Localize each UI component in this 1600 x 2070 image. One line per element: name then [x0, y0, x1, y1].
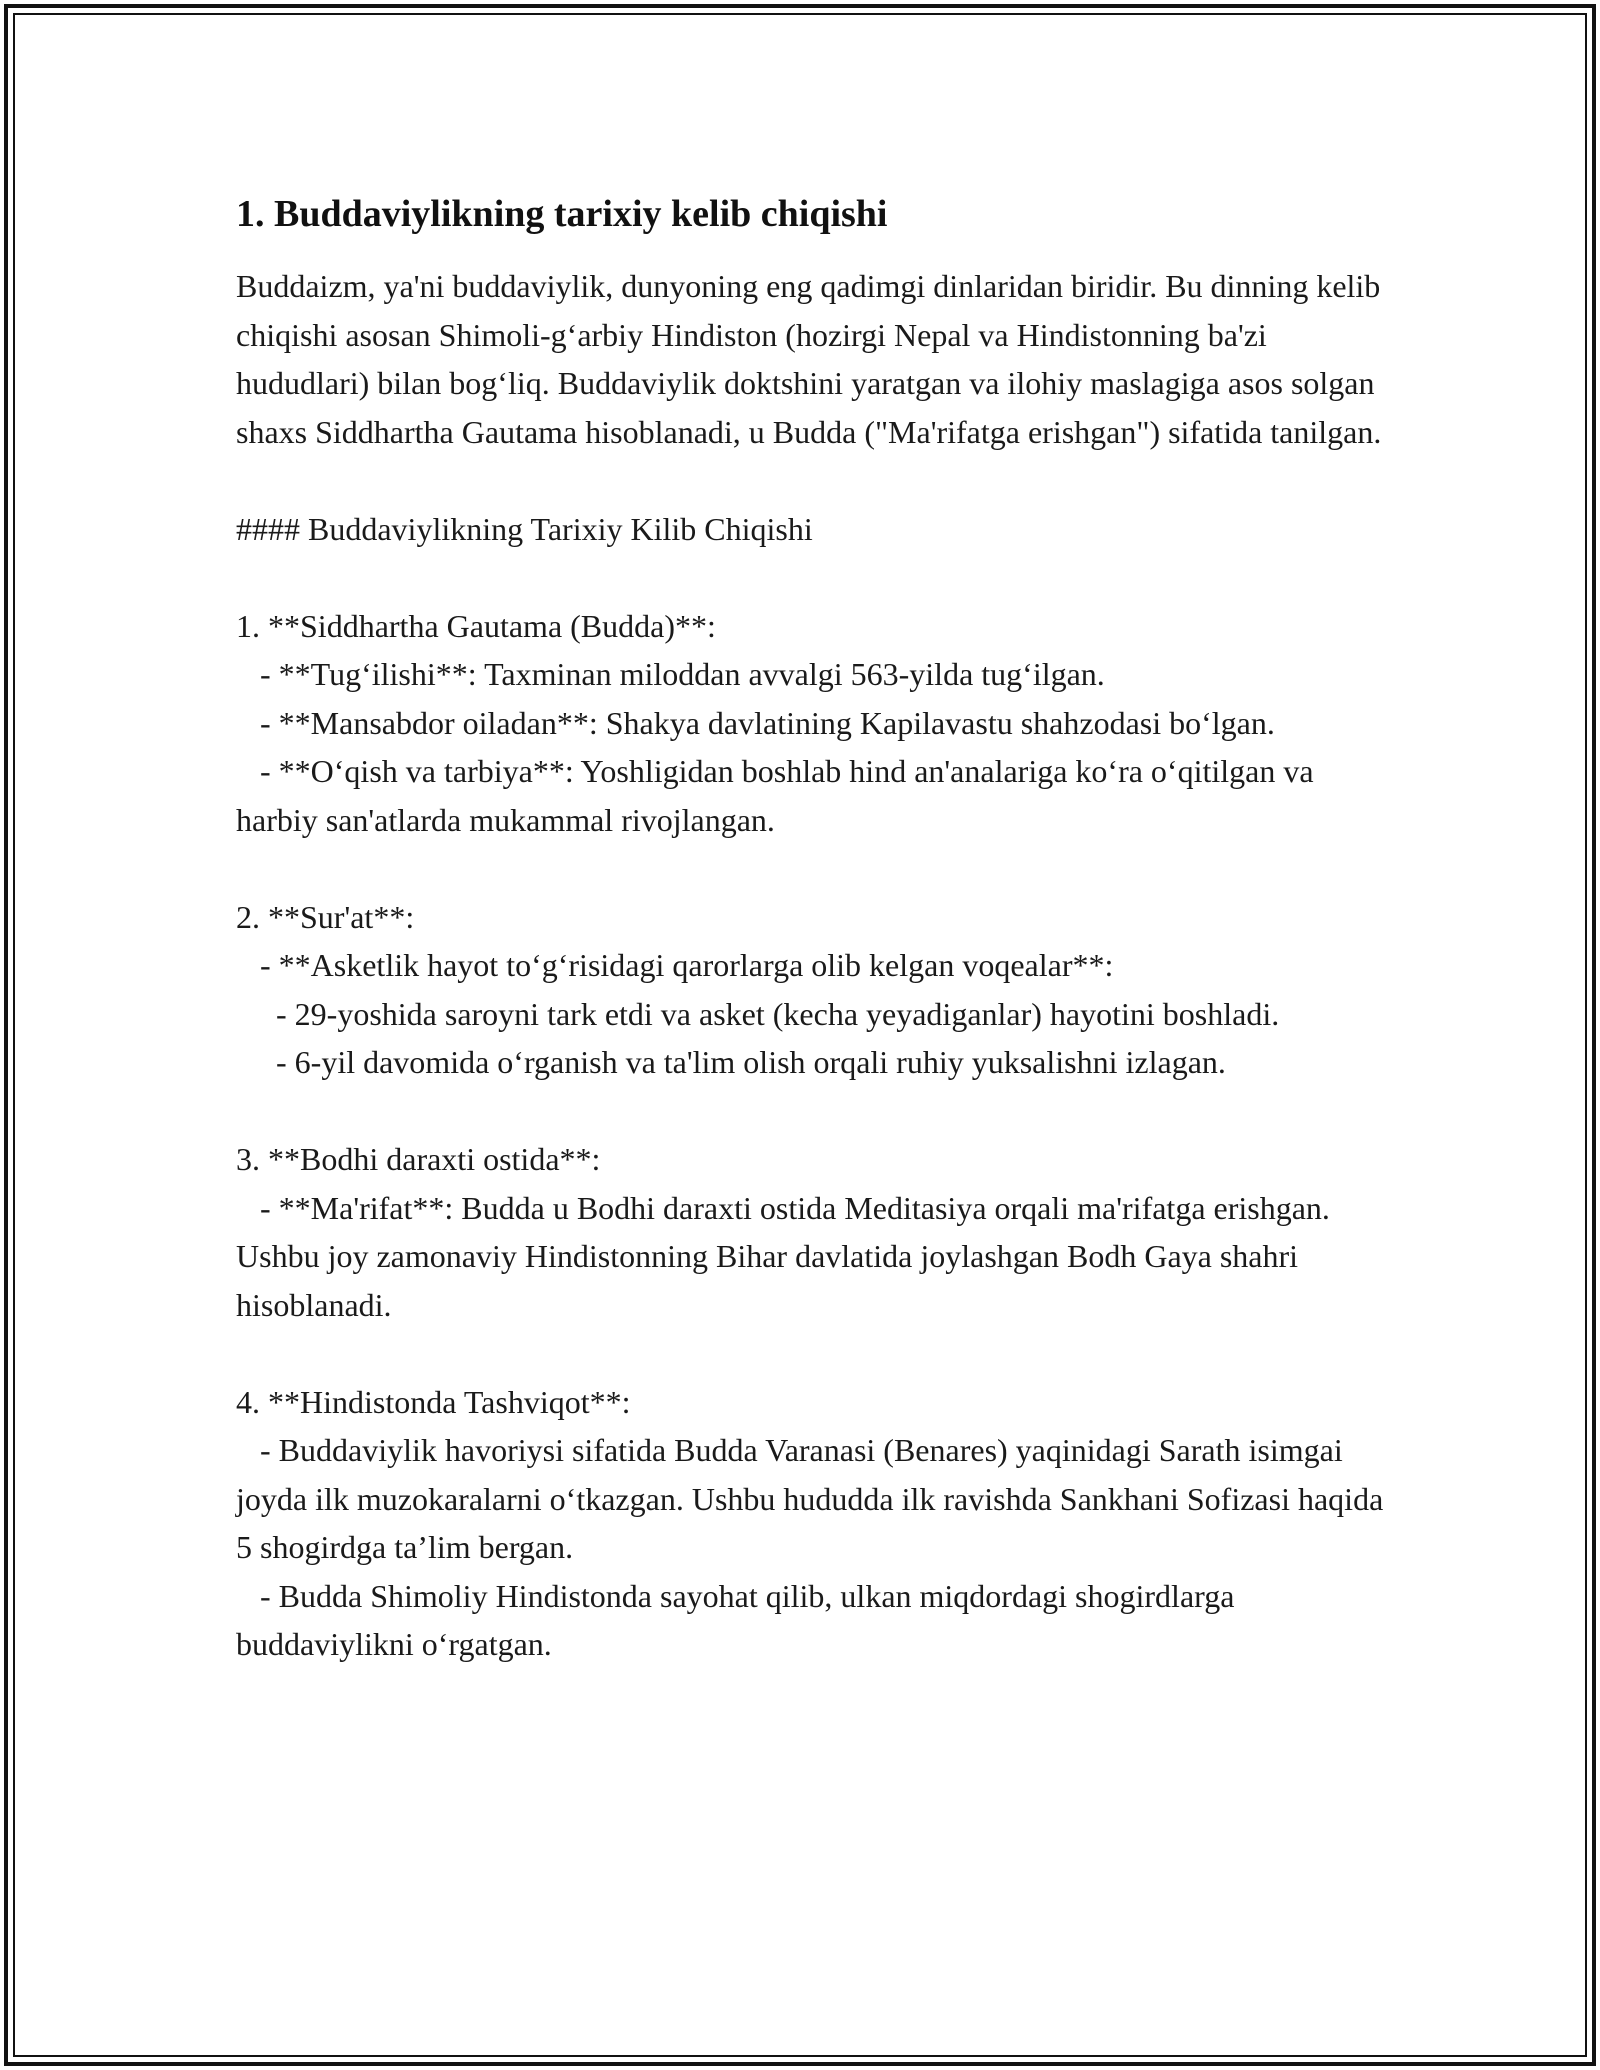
section-4	[236, 1378, 1396, 1669]
spacer	[236, 1329, 1396, 1378]
section-title: 2. **Sur'at**:	[236, 898, 415, 935]
list-item: - **Mansabdor oiladan**: Shakya davlatining Kapilavastu shahzodasi bo‘lgan.	[236, 704, 1275, 741]
list-item: - 29-yoshida saroyni tark etdi va asket (kecha yeyadiganlar) hayotini boshladi.	[236, 995, 1280, 1032]
list-item: - **Tug‘ilishi**: Taxminan miloddan avvalgi 563-yilda tug‘ilgan.	[236, 656, 1105, 692]
spacer	[236, 1087, 1396, 1136]
list-item: - Buddaviylik havoriysi sifatida Budda Varanasi (Benares) yaqinidagi Sarath isimgai joyda ilk muzokaralarni o‘tkazgan. Ushbu hududda ilk ravishda Sankhani Sofizasi haqida 5 shogirdga ta’lim bergan.	[236, 1432, 1392, 1565]
list-item: - **Asketlik hayot to‘g‘risidagi qarorlarga olib kelgan voqealar**:	[236, 947, 1114, 983]
list-item: - Budda Shimoliy Hindistonda sayohat qilib, ulkan miqdordagi shogirdlarga buddaviylikni o‘rgatgan.	[236, 1577, 1243, 1662]
spacer	[236, 456, 1396, 505]
section-title: 1. **Siddhartha Gautama (Budda)**:	[236, 607, 716, 644]
intro-paragraph: Buddaizm, ya'ni buddaviylik, dunyoning eng qadimgi dinlaridan biridir. Bu dinning kelib chiqishi asosan Shimoli-g‘arbiy Hindiston (hozirgi Nepal va Hindistonning ba'zi hududlari) bilan bog‘liq. Buddaviylik doktshini yaratgan va ilohiy maslagiga asos solgan shaxs Siddhartha Gautama hisoblanadi, u Budda ("Ma'rifatga erishgan") sifatida tanilgan.	[236, 268, 1389, 450]
document-body	[236, 186, 1396, 1669]
section-1	[236, 602, 1396, 845]
subheading: #### Buddaviylikning Tarixiy Kilib Chiqishi	[236, 510, 813, 547]
list-item: - **O‘qish va tarbiya**: Yoshligidan boshlab hind an'analariga ko‘ra o‘qitilgan va harbiy san'atlarda mukammal rivojlangan.	[236, 753, 1322, 838]
spacer	[236, 844, 1396, 893]
section-title: 3. **Bodhi daraxti ostida**:	[236, 1141, 601, 1177]
list-item: - **Ma'rifat**: Budda u Bodhi daraxti ostida Meditasiya orqali ma'rifatga erishgan. Ushbu joy zamonaviy Hindistonning Bihar davlatida joylashgan Bodh Gaya shahri hisoblanadi.	[236, 1189, 1338, 1323]
list-item: - 6-yil davomida o‘rganish va ta'lim olish orqali ruhiy yuksalishni izlagan.	[236, 1044, 1226, 1080]
section-2	[236, 893, 1396, 1087]
section-title: 4. **Hindistonda Tashviqot**:	[236, 1383, 631, 1420]
page-title: 1. Buddaviylikning tarixiy kelib chiqishi	[236, 193, 888, 235]
section-3	[236, 1135, 1396, 1329]
spacer	[236, 553, 1396, 602]
